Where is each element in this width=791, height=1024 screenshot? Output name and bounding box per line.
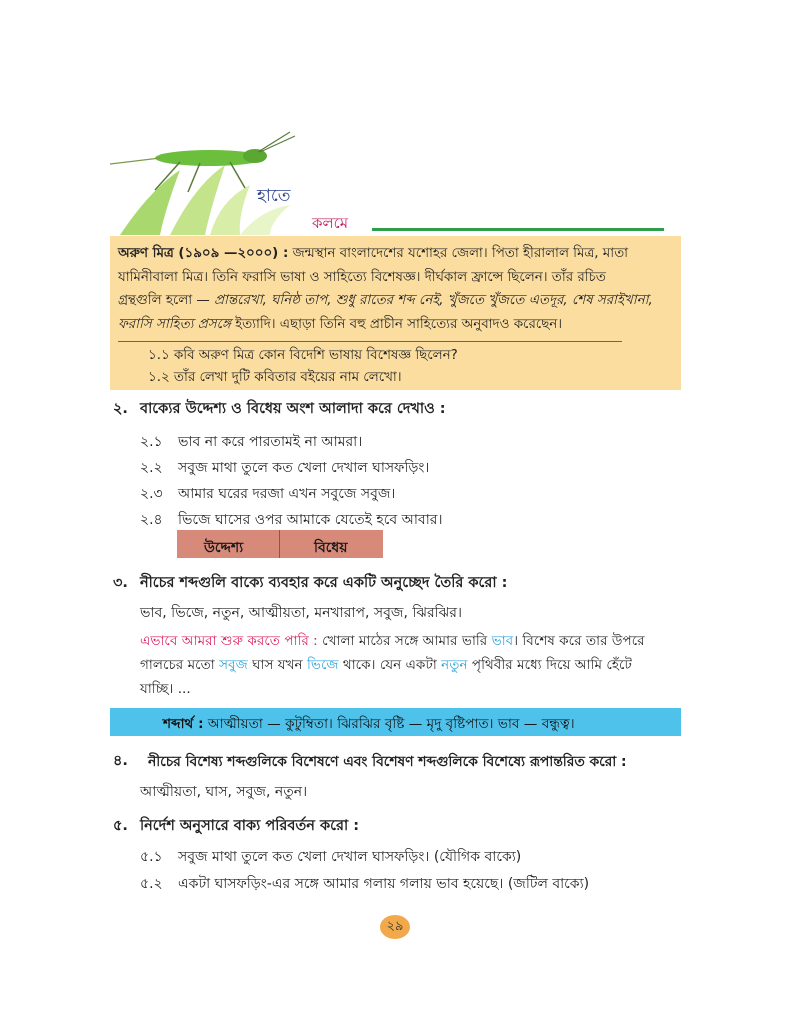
bio-books: প্রান্তরেখা, ঘনিষ্ঠ তাপ, শুধু রাতের শব্দ নেই, খুঁজতে খুঁজতে এতদূর, শেষ সরাইখানা, xyxy=(214,293,653,308)
header-title-1: হাতে xyxy=(257,186,291,206)
section-4-number: ৪. xyxy=(113,753,128,769)
section-5-number: ৫. xyxy=(113,818,128,834)
example-text: । বিশেষ করে তার উপরে xyxy=(513,633,645,649)
item-number: ২.৩ xyxy=(140,486,163,502)
word-list: ভাব, ভিজে, নতুন, আত্মীয়তা, মনখারাপ, সবুজ, ঝিরঝির। xyxy=(140,605,462,621)
example-text: যাচ্ছি। ... xyxy=(140,681,191,697)
example-text: থাকে। যেন একটা xyxy=(338,657,442,673)
highlight-word: ভাব xyxy=(491,633,514,649)
item-number: ২.৪ xyxy=(140,512,163,528)
author-name: অরুণ মিত্র (১৯০৯ —২০০০) : xyxy=(118,246,289,261)
item-text: সবুজ মাথা তুলে কত খেলা দেখাল ঘাসফড়িং। xyxy=(178,460,430,476)
item-text: ভিজে ঘাসের ওপর আমাকে যেতেই হবে আবার। xyxy=(178,512,443,528)
bio-question-1: ১.১ কবি অরুণ মিত্র কোন বিদেশি ভাষায় বিশেষজ্ঞ ছিলেন? xyxy=(148,348,458,363)
example-text: পৃথিবীর মধ্যে দিয়ে আমি হেঁটে xyxy=(467,657,632,673)
example-text: ঘাস যখন xyxy=(247,657,307,673)
table-header-predicate: বিধেয় xyxy=(314,540,348,556)
item-text: আমার ঘরের দরজা এখন সবুজে সবুজ। xyxy=(178,486,396,502)
item-number: ২.১ xyxy=(140,434,163,450)
bio-book-last: ফরাসি সাহিত্য প্রসঙ্গে xyxy=(118,316,231,332)
bio-line-1: জন্মস্থান বাংলাদেশের যশোহর জেলা। পিতা হীরালাল মিত্র, মাতা xyxy=(288,246,629,261)
bio-line-4: ইত্যাদি। এছাড়া তিনি বহু প্রাচীন সাহিত্যের অনুবাদও করেছেন। xyxy=(230,316,563,332)
highlight-word: নতুন xyxy=(441,657,468,673)
section-3-heading: নীচের শব্দগুলি বাক্যে ব্যবহার করে একটি অনুচ্ছেদ তৈরি করো : xyxy=(140,575,508,591)
header-rule xyxy=(372,228,664,231)
section-4-words: আত্মীয়তা, ঘাস, সবুজ, নতুন। xyxy=(140,784,308,800)
item-text: সবুজ মাথা তুলে কত খেলা দেখাল ঘাসফড়িং। (যৌগিক বাক্যে) xyxy=(178,849,522,865)
highlight-word: সবুজ xyxy=(219,657,248,673)
item-number: ২.২ xyxy=(140,460,163,476)
item-number: ৫.১ xyxy=(140,849,163,865)
example-lead: এভাবে আমরা শুরু করতে পারি : xyxy=(140,633,318,649)
example-paragraph xyxy=(140,629,680,701)
glossary-text xyxy=(163,713,575,736)
bio-question-2: ১.২ তাঁর লেখা দুটি কবিতার বইয়ের নাম লেখো। xyxy=(148,370,402,385)
bio-line-2: যামিনীবালা মিত্র। তিনি ফরাসি ভাষা ও সাহিত্যে বিশেষজ্ঞ। দীর্ঘকাল ফ্রান্সে ছিলেন। তাঁর রচিত xyxy=(118,269,606,285)
example-text: গালচের মতো xyxy=(140,657,220,673)
example-text: খোলা মাঠের সঙ্গে আমার ভারি xyxy=(317,633,492,649)
section-4-heading: নীচের বিশেষ্য শব্দগুলিকে বিশেষণে এবং বিশেষণ শব্দগুলিকে বিশেষ্যে রূপান্তরিত করো : xyxy=(148,754,627,770)
section-2-heading: বাক্যের উদ্দেশ্য ও বিধেয় অংশ আলাদা করে দেখাও : xyxy=(140,401,446,417)
highlight-word: ভিজে xyxy=(306,657,339,673)
section-2-number: ২. xyxy=(113,401,128,417)
header-title-2: কলমে xyxy=(312,214,349,232)
glossary-body: আত্মীয়তা — কুটুম্বিতা। ঝিরঝির বৃষ্টি — মৃদু বৃষ্টিপাত। ভাব — বন্ধুত্ব। xyxy=(203,716,575,732)
table-divider xyxy=(279,530,280,558)
item-text: একটা ঘাসফড়িং-এর সঙ্গে আমার গলায় গলায় ভাব হয়েছে। (জটিল বাক্যে) xyxy=(178,876,590,892)
item-number: ৫.২ xyxy=(140,876,163,892)
section-5-heading: নির্দেশ অনুসারে বাক্য পরিবর্তন করো : xyxy=(140,818,360,834)
item-text: ভাব না করে পারতামই না আমরা। xyxy=(178,434,363,450)
page-number: ২৯ xyxy=(380,915,410,939)
bio-line-3-prefix: গ্রন্থগুলি হলো — xyxy=(118,293,215,308)
author-bio-text xyxy=(118,242,676,336)
glossary-label: শব্দার্থ : xyxy=(163,716,204,732)
bio-divider xyxy=(118,341,622,342)
section-3-number: ৩. xyxy=(113,575,128,591)
table-header-subject: উদ্দেশ্য xyxy=(204,540,244,556)
